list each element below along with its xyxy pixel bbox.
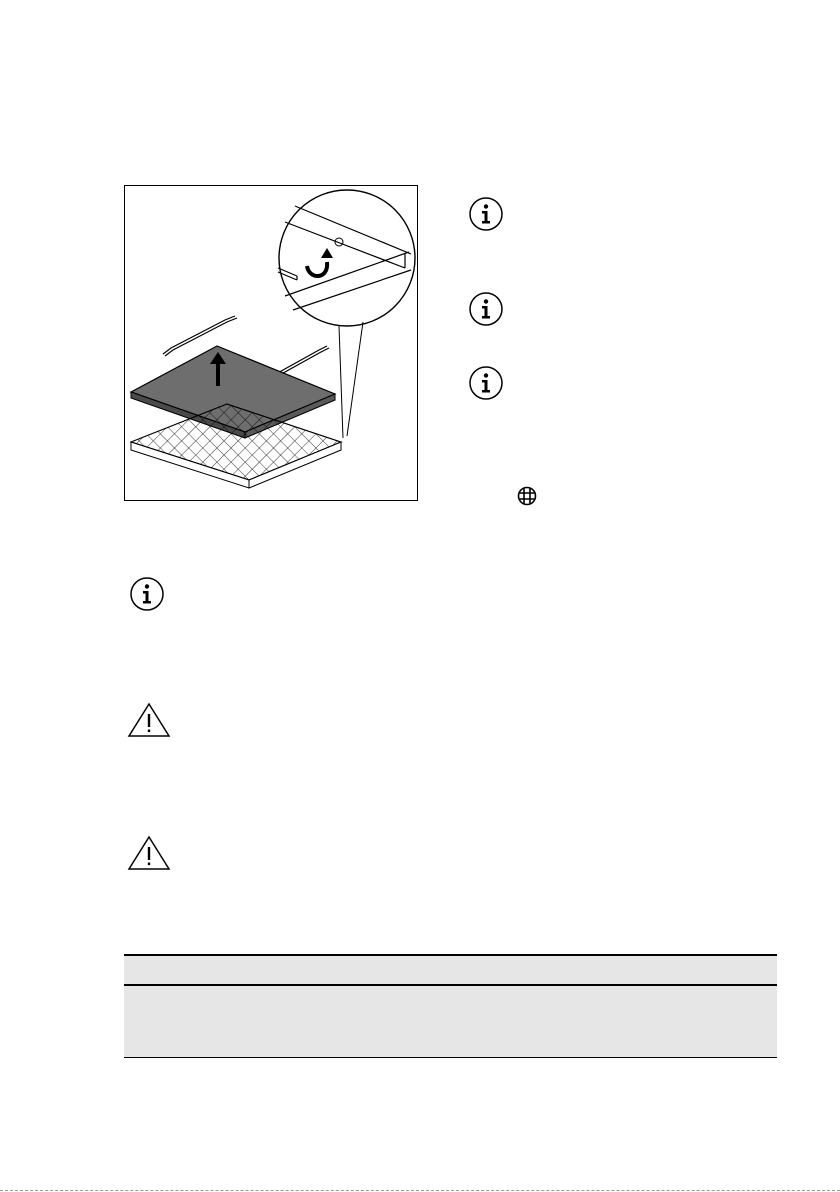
warning-triangle-icon <box>127 835 171 871</box>
page-bottom-divider <box>0 1190 840 1191</box>
zoom-line-left <box>339 326 343 438</box>
filter-diagram-svg <box>125 186 417 500</box>
zoom-line-right <box>347 322 363 436</box>
info-icon <box>468 365 504 401</box>
grease-filter-mesh <box>131 404 341 480</box>
table-header <box>124 954 777 986</box>
grid-globe-icon <box>517 486 537 506</box>
table-header-cell <box>124 956 777 968</box>
table-cell <box>124 986 777 998</box>
info-table <box>124 954 777 1058</box>
warning-triangle-icon <box>127 702 171 738</box>
magnifier-circle <box>279 190 415 326</box>
info-icon <box>129 576 165 612</box>
filter-illustration <box>124 185 418 501</box>
info-icon <box>468 196 504 232</box>
info-icon <box>468 291 504 327</box>
table-row <box>124 986 777 1058</box>
